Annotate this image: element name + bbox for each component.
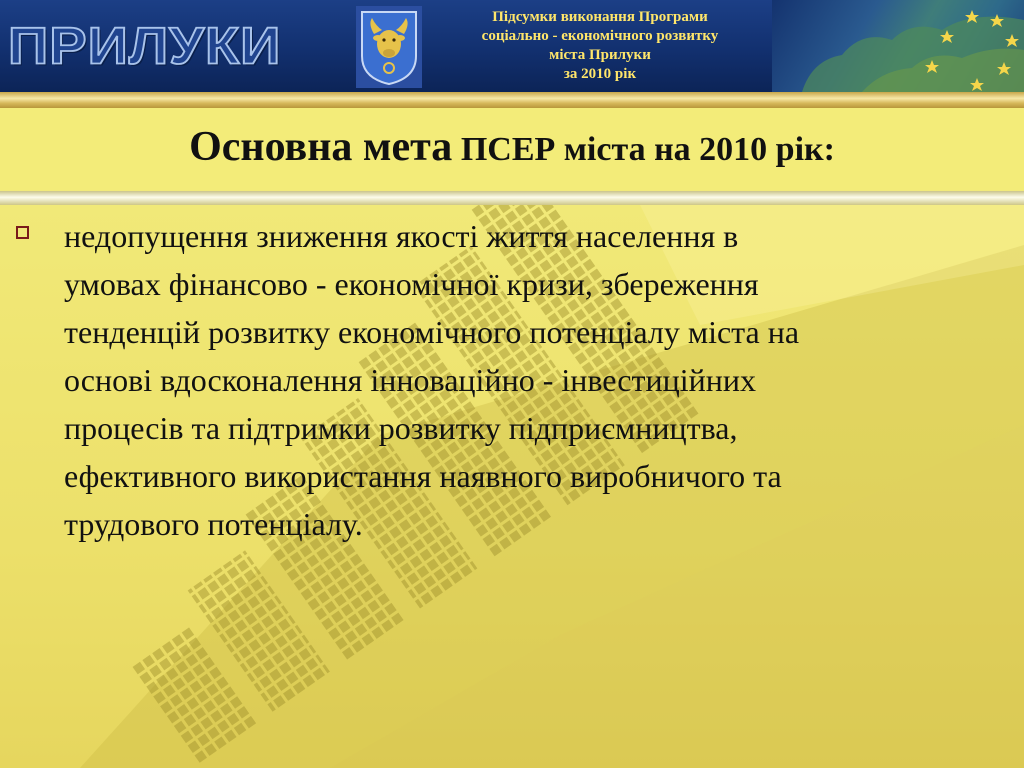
city-emblem-icon (356, 6, 422, 88)
header-title-line: за 2010 рік (563, 66, 637, 82)
title-divider (0, 191, 1024, 205)
europe-map-icon (772, 0, 1024, 92)
square-bullet-icon (16, 226, 29, 239)
header-gold-band (0, 92, 1024, 108)
header-title-line: Підсумки виконання Програми (492, 9, 708, 25)
bullet-line: трудового потенціалу. (64, 506, 363, 542)
header-title-line: соціально - економічного розвитку (481, 28, 719, 44)
bullet-paragraph (64, 212, 1014, 548)
slide-header (0, 0, 1024, 92)
bullet-line: основі вдосконалення інноваційно - інвестиційних (64, 362, 756, 398)
bullet-line: процесів та підтримки розвитку підприємництва, (64, 410, 738, 446)
slide-title-main: Основна мета (189, 124, 453, 170)
header-title (440, 8, 760, 84)
bullet-line: умовах фінансово - економічної кризи, збереження (64, 266, 759, 302)
city-logo: ПРИЛУКИ (8, 16, 282, 75)
bullet-line: тенденцій розвитку економічного потенціалу міста на (64, 314, 800, 350)
header-title-line: міста Прилуки (549, 47, 651, 63)
bullet-line: недопущення зниження якості життя населення в (64, 218, 739, 254)
europe-map-graphic (772, 0, 1024, 92)
bullet-line: ефективного використання наявного виробничого та (64, 458, 782, 494)
slide-title-sub: ПСЕР міста на 2010 рік: (452, 131, 835, 168)
slide-title (0, 122, 1024, 181)
